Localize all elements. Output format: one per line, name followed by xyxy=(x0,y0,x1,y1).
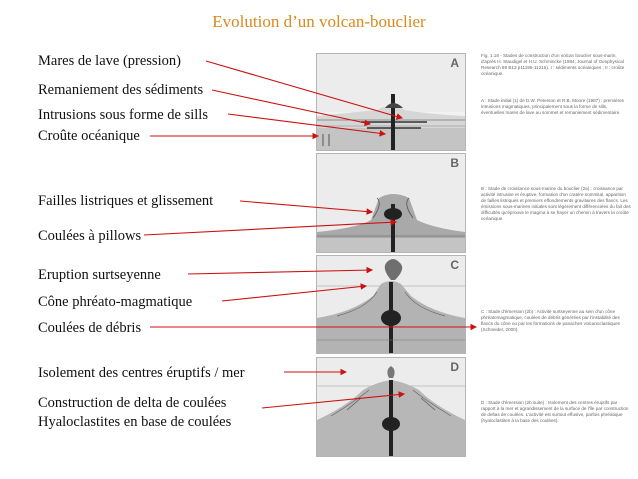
panel-c xyxy=(316,255,466,354)
figure-caption: Fig. 1.18 - Stades de construction d'un volcan bouclier sous-marin, d'après H. Staudigel et H.U. Schmincke (1984, Journal of Geophysical Research 89 B13 p11195-11215). I : sédiments océaniques ; II : croûte océanique. xyxy=(481,53,625,76)
label-sill-intrusions: Intrusions sous forme de sills xyxy=(38,107,208,123)
label-oceanic-crust: Croûte océanique xyxy=(38,128,140,144)
label-sediment-reworking: Remaniement des sédiments xyxy=(38,82,204,98)
panel-b-letter: B xyxy=(450,156,459,170)
panel-c-letter: C xyxy=(450,258,459,272)
panel-b xyxy=(316,153,466,253)
description-c: C : Stade d'émersion (2b) : Activité surtseyenne au sein d'un cône phréatomagmatique, coulées de débris générées par l'instabilité des flancs du cône ou par les formations de panaches volcanoclastiques (Schneider, 2000). xyxy=(481,309,620,332)
description-b: B : Stade de croissance sous-marine du bouclier (2a) : croissance par activité intrusive et éruptive, formation d'un cratère sommital, apparition de failles listriques et premiers effondrements gravitaires des flancs. Les émissions sous-marines initiales sont légèrement différenciées du fait des difficultés qu'éprouve le magma à se frayer un chemin à travers la croûte océanique. xyxy=(481,186,631,221)
panel-a-letter: A xyxy=(450,56,459,70)
label-pillow-lavas: Coulées à pillows xyxy=(38,228,142,244)
label-lava-ponds: Mares de lave (pression) xyxy=(38,53,181,69)
label-eruptive-isolation: Isolement des centres éruptifs / mer xyxy=(38,365,245,381)
label-listric-faults: Failles listriques et glissement xyxy=(38,193,214,209)
label-hyaloclastites: Hyaloclastites en base de coulées xyxy=(38,414,232,430)
description-a: A : Stade initial (1) de D.W. Peterson et R.B. Moore (1987) : premières intrusions magmatiques, principalement sous la forme de sills, éventuelles mares de lave au sommet et remaniement sédimentaire. xyxy=(481,98,624,115)
label-debris-flows: Coulées de débris xyxy=(38,320,142,336)
panel-c-illustration xyxy=(317,256,465,353)
label-lava-delta: Construction de delta de coulées xyxy=(38,395,227,411)
label-surtseyan-eruption: Eruption surtseyenne xyxy=(38,267,161,283)
label-phreatomagmatic-cone: Cône phréato-magmatique xyxy=(38,294,193,310)
panel-a-illustration xyxy=(317,54,465,150)
panel-d xyxy=(316,357,466,457)
panel-d-letter: D xyxy=(450,360,459,374)
description-d: D : Stade d'émersion (2b suite) : Isolement des centres éruptifs par rapport à la mer et agrandissement de la surface de l'île par construction de deltas de coulées. L'activité est surtout effusive, parfois phréatique (hyaloclastites à la base des coulées). xyxy=(481,400,629,423)
panel-d-illustration xyxy=(317,358,465,456)
panel-b-illustration xyxy=(317,154,465,252)
page-title: Evolution d’un volcan-bouclier xyxy=(212,12,426,31)
panel-a xyxy=(316,53,466,151)
